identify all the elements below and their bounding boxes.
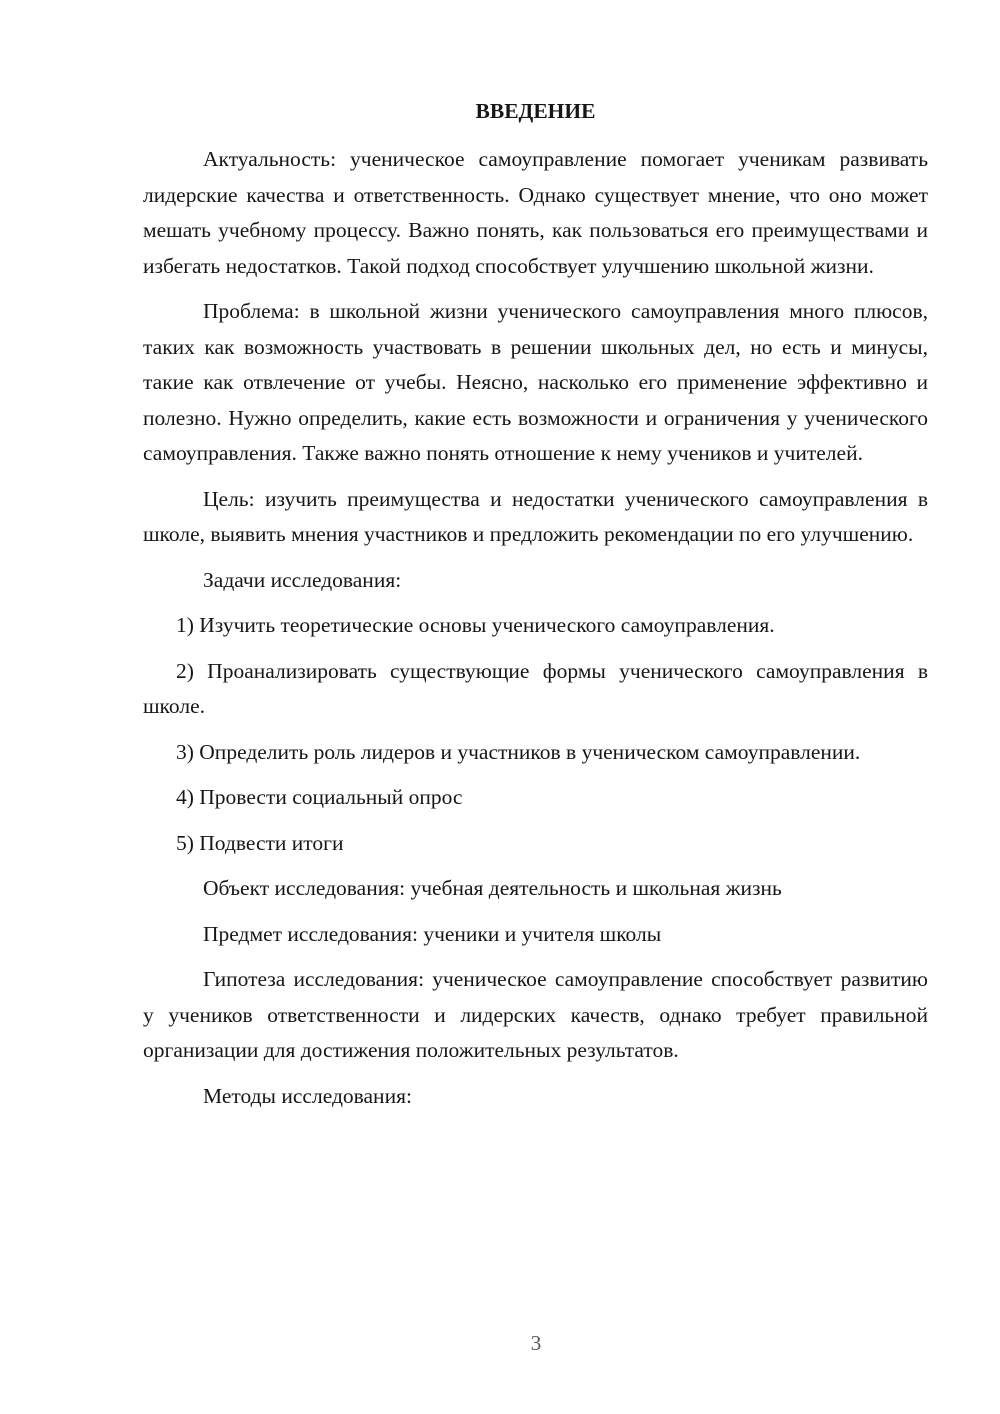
list-item: 5) Подвести итоги xyxy=(176,830,344,855)
problem-paragraph: Проблема: в школьной жизни ученического самоуправления много плюсов, таких как возможность участвовать в решении школьных дел, но есть и минусы, такие как отвлечение от учебы. Неясно, насколько его применение эффективно и полезно. Нужно определить, какие есть возможности и ограничения у ученического самоуправления. Также важно понять отношение к нему учеников и учителей. xyxy=(143,299,928,465)
hypothesis-paragraph: Гипотеза исследования: ученическое самоуправление способствует развитию у учеников ответственности и лидерских качеств, однако требует правильной организации для достижения положительных результатов. xyxy=(143,967,928,1062)
list-item: 4) Провести социальный опрос xyxy=(176,785,463,809)
subject-paragraph: Предмет исследования: ученики и учителя школы xyxy=(203,921,662,946)
tasks-list xyxy=(143,608,928,861)
list-item: 1) Изучить теоретические основы ученического самоуправления. xyxy=(176,613,775,637)
goal-paragraph: Цель: изучить преимущества и недостатки ученического самоуправления в школе, выявить мнения участников и предложить рекомендации по его улучшению. xyxy=(143,486,928,546)
list-item: 2) Проанализировать существующие формы ученического самоуправления в школе. xyxy=(143,658,928,718)
methods-heading: Методы исследования: xyxy=(203,1083,412,1108)
relevance-paragraph: Актуальность: ученическое самоуправление помогает ученикам развивать лидерские качества и ответственность. Однако существует мнение, что оно может мешать учебному процессу. Важно понять, как пользоваться его преимуществами и избегать недостатков. Такой подход способствует улучшению школьной жизни. xyxy=(143,147,928,278)
document-body xyxy=(143,96,928,1124)
list-item: 3) Определить роль лидеров и участников в ученическом самоуправлении. xyxy=(176,739,861,764)
object-paragraph: Объект исследования: учебная деятельность и школьная жизнь xyxy=(203,876,782,900)
tasks-heading: Задачи исследования: xyxy=(203,567,402,592)
page-number: 3 xyxy=(530,1331,542,1355)
section-heading: ВВЕДЕНИЕ xyxy=(475,99,596,123)
